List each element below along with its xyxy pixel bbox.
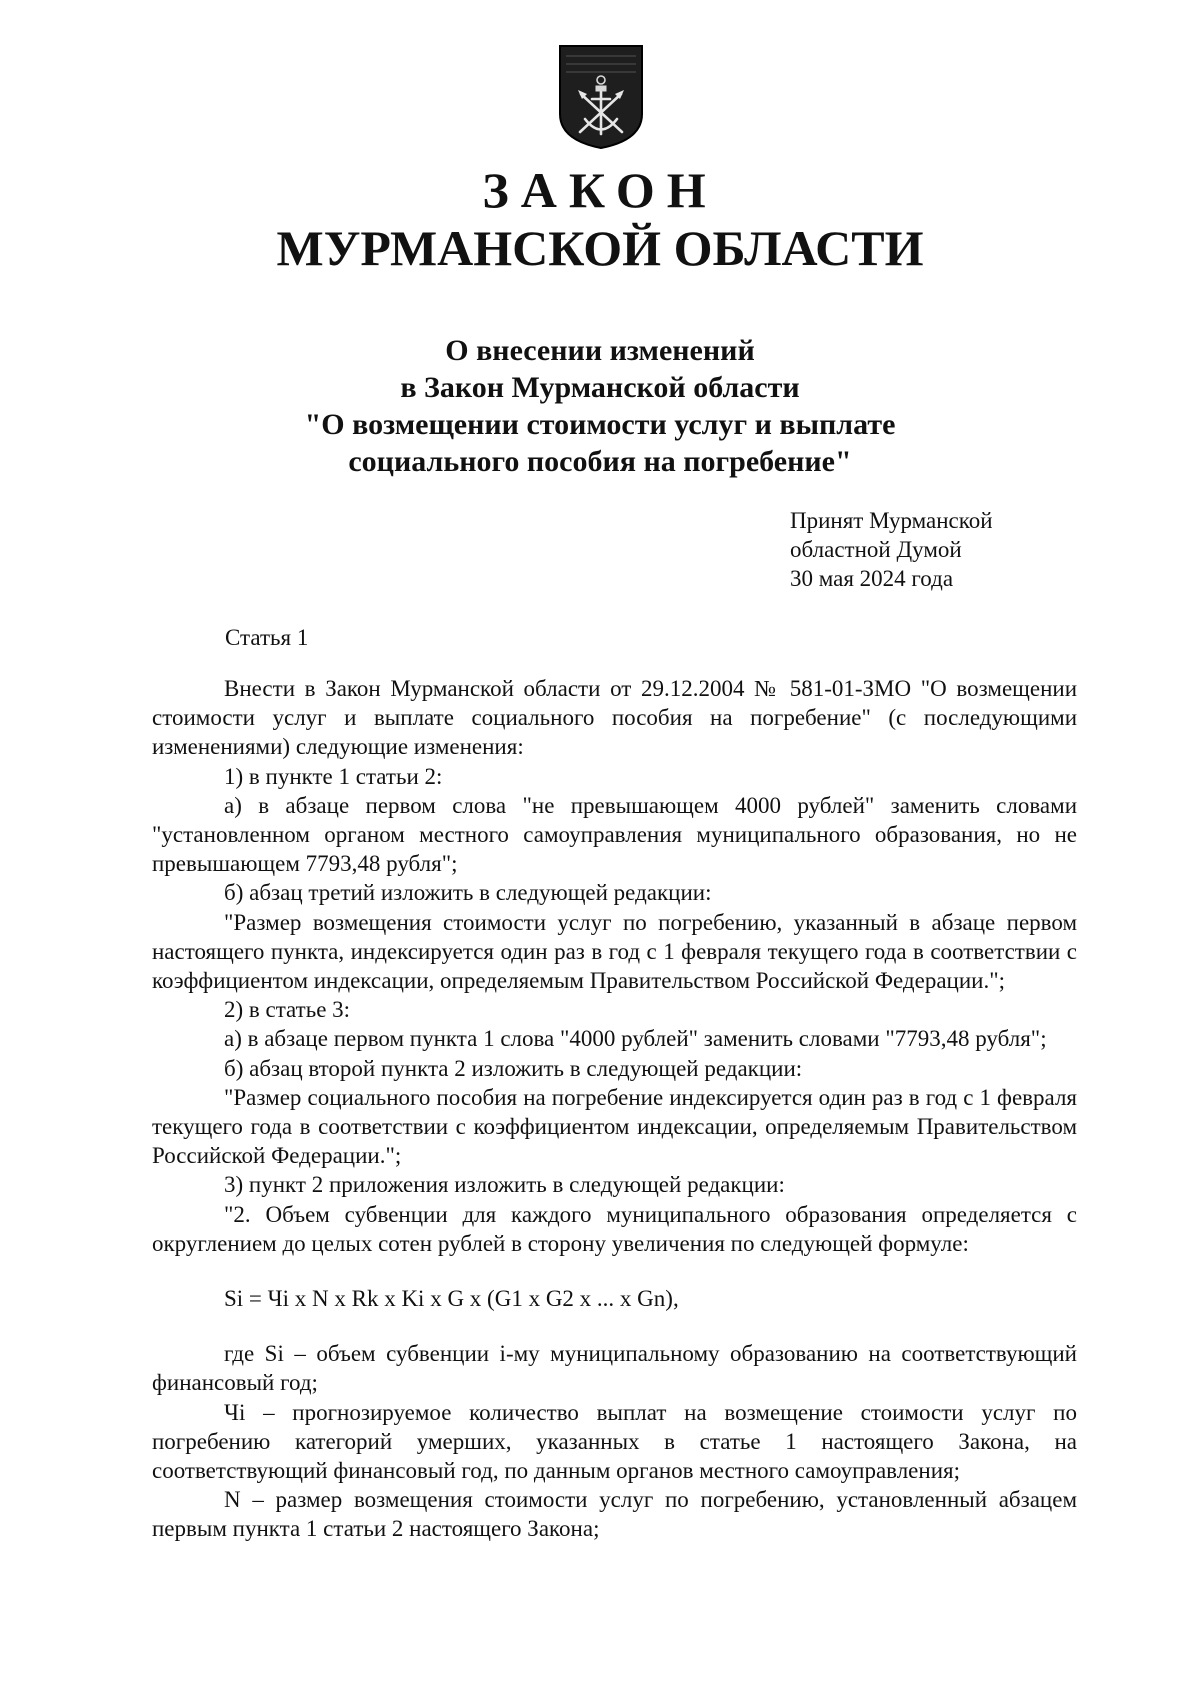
paragraph: 2) в статье 3:	[224, 997, 351, 1023]
paragraph: "Размер социального пособия на погребение индексируется один раз в год с 1 февраля текущего года в соответствии с коэффициентом индексации, определяемым Правительством Российской Федерации.";	[152, 1084, 1077, 1169]
paragraph: 1) в пункте 1 статьи 2:	[224, 763, 443, 789]
subtitle-line: социального пособия на погребение"	[348, 445, 852, 478]
region-title: МУРМАНСКОЙ ОБЛАСТИ	[276, 220, 924, 276]
adoption-line: областной Думой	[790, 537, 962, 562]
subtitle-line: "О возмещении стоимости услуг и выплате	[304, 408, 896, 441]
subtitle-line: в Закон Мурманской области	[400, 371, 800, 404]
definition-paragraph: N – размер возмещения стоимости услуг по погребению, установленный абзацем первым пункта 1 статьи 2 настоящего Закона;	[152, 1487, 1077, 1542]
document-subtitle	[200, 332, 1000, 480]
definition-paragraph: Чi – прогнозируемое количество выплат на возмещение стоимости услуг по погребению категорий умерших, указанных в статье 1 настоящего Закона, на соответствующий финансовый год, по данным органов местного самоуправления;	[152, 1399, 1077, 1484]
adoption-date: 30 мая 2024 года	[790, 566, 954, 591]
paragraph: 3) пункт 2 приложения изложить в следующей редакции:	[224, 1172, 785, 1198]
subtitle-line: О внесении изменений	[445, 334, 755, 367]
article-body	[152, 674, 1077, 1544]
paragraph: а) в абзаце первом слова "не превышающем 4000 рублей" заменить словами "установленном органом местного самоуправления муниципального образования, но не превышающем 7793,48 рубля";	[152, 792, 1077, 877]
definition-paragraph: где Si – объем субвенции i-му муниципальному образованию на соответствующий финансовый год;	[152, 1341, 1077, 1396]
article-heading: Статья 1	[225, 625, 309, 650]
subvention-formula: Si = Чi x N x Rk x Ki x G x (G1 x G2 x ... x Gn),	[224, 1286, 679, 1312]
coat-of-arms-icon	[556, 42, 646, 152]
paragraph: б) абзац третий изложить в следующей редакции:	[224, 880, 712, 906]
paragraph: "2. Объем субвенции для каждого муниципального образования определяется с округлением до целых сотен рублей в сторону увеличения по следующей формуле:	[152, 1201, 1077, 1256]
law-title: ЗАКОН	[482, 162, 718, 218]
adoption-line: Принят Мурманской	[790, 508, 993, 533]
paragraph: "Размер возмещения стоимости услуг по погребению, указанный в абзаце первом настоящего пункта, индексируется один раз в год с 1 февраля текущего года в соответствии с коэффициентом индексации, определяемым Правительством Российской Федерации.";	[152, 909, 1077, 994]
paragraph: Внести в Закон Мурманской области от 29.12.2004 № 581-01-ЗМО "О возмещении стоимости услуг и выплате социального пособия на погребение" (с последующими изменениями) следующие изменения:	[152, 676, 1077, 760]
paragraph: б) абзац второй пункта 2 изложить в следующей редакции:	[224, 1055, 803, 1081]
adoption-note	[790, 506, 993, 593]
paragraph: а) в абзаце первом пункта 1 слова "4000 рублей" заменить словами "7793,48 рубля";	[224, 1026, 1047, 1052]
